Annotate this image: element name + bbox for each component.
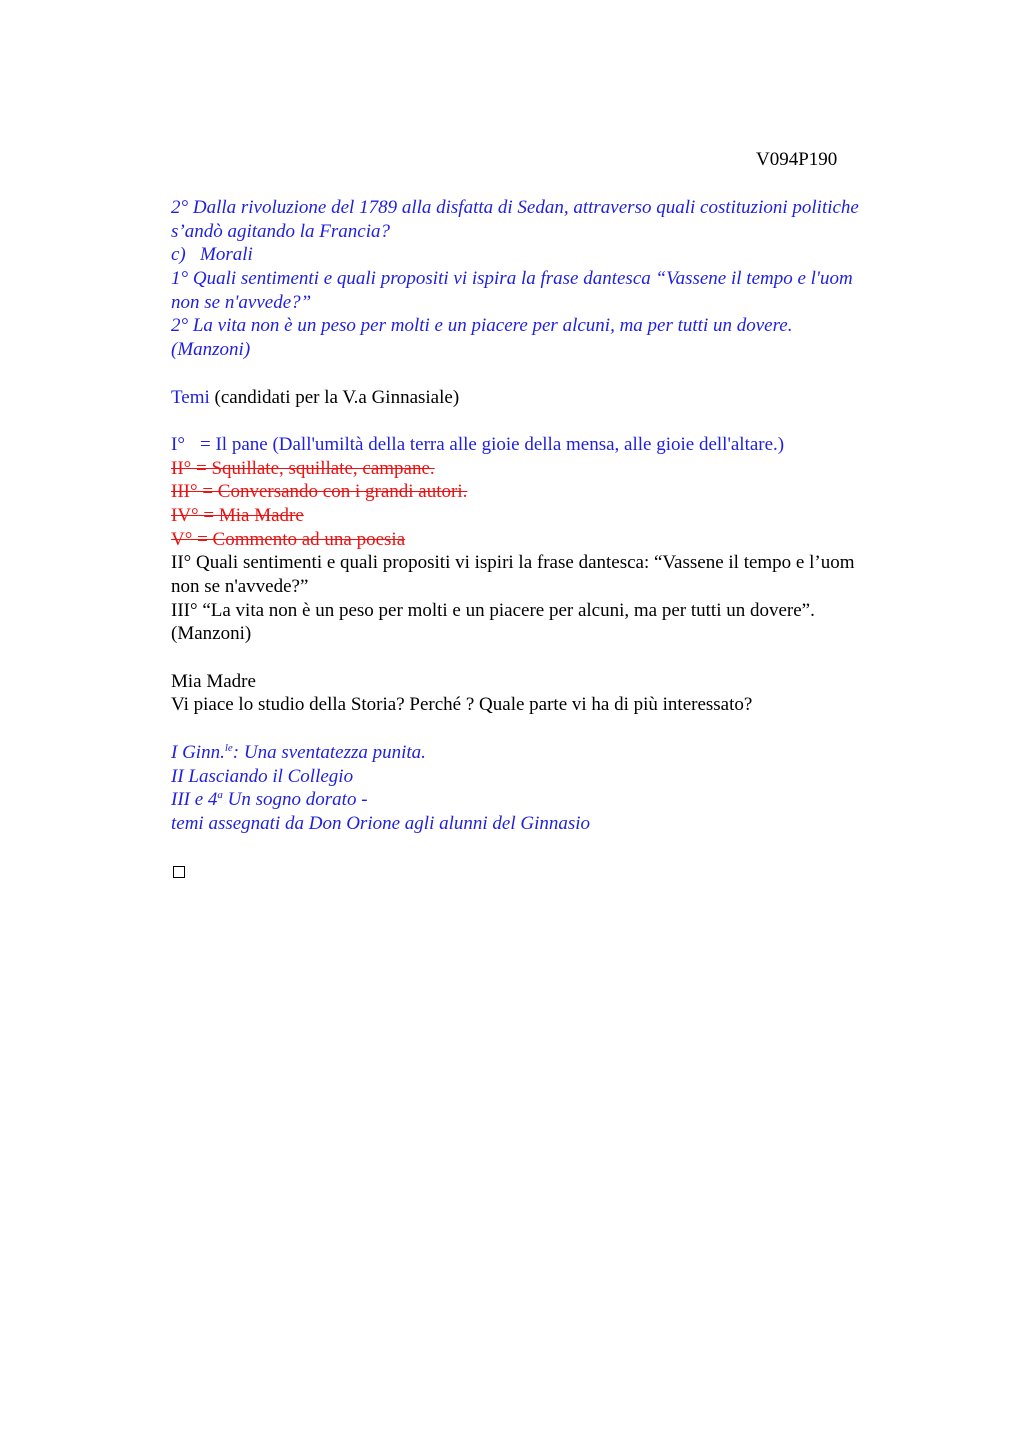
ginnasio-line-3 [171,788,931,812]
temi-item-3-line-2: (Manzoni) [171,623,252,645]
ginnasio-line-4: temi assegnati da Don Orione agli alunni del Ginnasio [171,812,591,834]
ginnasio-line-1-post: : Una sventatezza punita. [232,741,426,763]
temi-heading-word: Temi [171,386,210,408]
spacer [171,646,931,670]
temi-item-2-line-1: II° Quali sentimenti e quali propositi vi ispiri la frase dantesca: “Vassene il tempo e l’uom [171,552,855,574]
storia-question-2-line-2: s’andò agitando la Francia? [171,220,391,242]
temi-item-1-text: = Il pane (Dall'umiltà della terra alle gioie della mensa, alle gioie dell'altare.) [200,433,785,455]
extra-line-1: Mia Madre [171,670,256,692]
ginnasio-line-3-pre: III e 4 [171,789,218,811]
temi-struck-item: II° = Squillate, squillate, campane. [171,457,435,479]
checkbox-row [171,859,931,883]
document-body [171,196,931,883]
spacer [171,717,931,741]
empty-checkbox-icon [173,866,185,878]
storia-question-2-line-1: 2° Dalla rivoluzione del 1789 alla disfatta di Sedan, attraverso quali costituzioni politiche [171,197,859,218]
morali-title: Morali [200,244,253,266]
temi-item-1-number: I° [171,433,185,455]
ginnasio-line-3-post: Un sogno dorato - [222,789,368,811]
spacer [171,362,931,386]
temi-heading-rest: (candidati per la V.a Ginnasiale) [209,386,460,408]
ginnasio-line-1-sup: le [224,741,233,754]
morali-question-2-line-2: (Manzoni) [171,339,251,361]
extra-line-2: Vi piace lo studio della Storia? Perché ? Quale parte vi ha di più interessato? [171,694,753,716]
morali-label: c) [171,244,186,266]
temi-item-1 [171,433,931,457]
morali-heading [171,243,931,267]
temi-struck-item: III° = Conversando con i grandi autori. [171,481,468,503]
ginnasio-line-1 [171,741,931,765]
ginnasio-line-2: II Lasciando il Collegio [171,765,354,787]
ginnasio-line-1-pre: I Ginn. [171,741,225,763]
morali-question-2-line-1: 2° La vita non è un peso per molti e un piacere per alcuni, ma per tutti un dovere. [171,315,793,337]
temi-heading [171,386,931,410]
temi-struck-item: V° = Commento ad una poesia [171,528,406,550]
morali-question-1-line-1: 1° Quali sentimenti e quali propositi vi ispira la frase dantesca “Vassene il tempo e l'uom [171,268,853,290]
ginnasio-line-3-sup: a [217,789,223,802]
document-code: V094P190 [756,149,838,170]
temi-item-3-line-1: III° “La vita non è un peso per molti e un piacere per alcuni, ma per tutti un dovere”. [171,599,815,621]
temi-struck-item: IV° = Mia Madre [171,504,304,526]
spacer [171,409,931,433]
temi-item-2-line-2: non se n'avvede?” [171,576,309,597]
morali-question-1-line-2: non se n'avvede?” [171,291,312,313]
spacer [171,836,931,860]
